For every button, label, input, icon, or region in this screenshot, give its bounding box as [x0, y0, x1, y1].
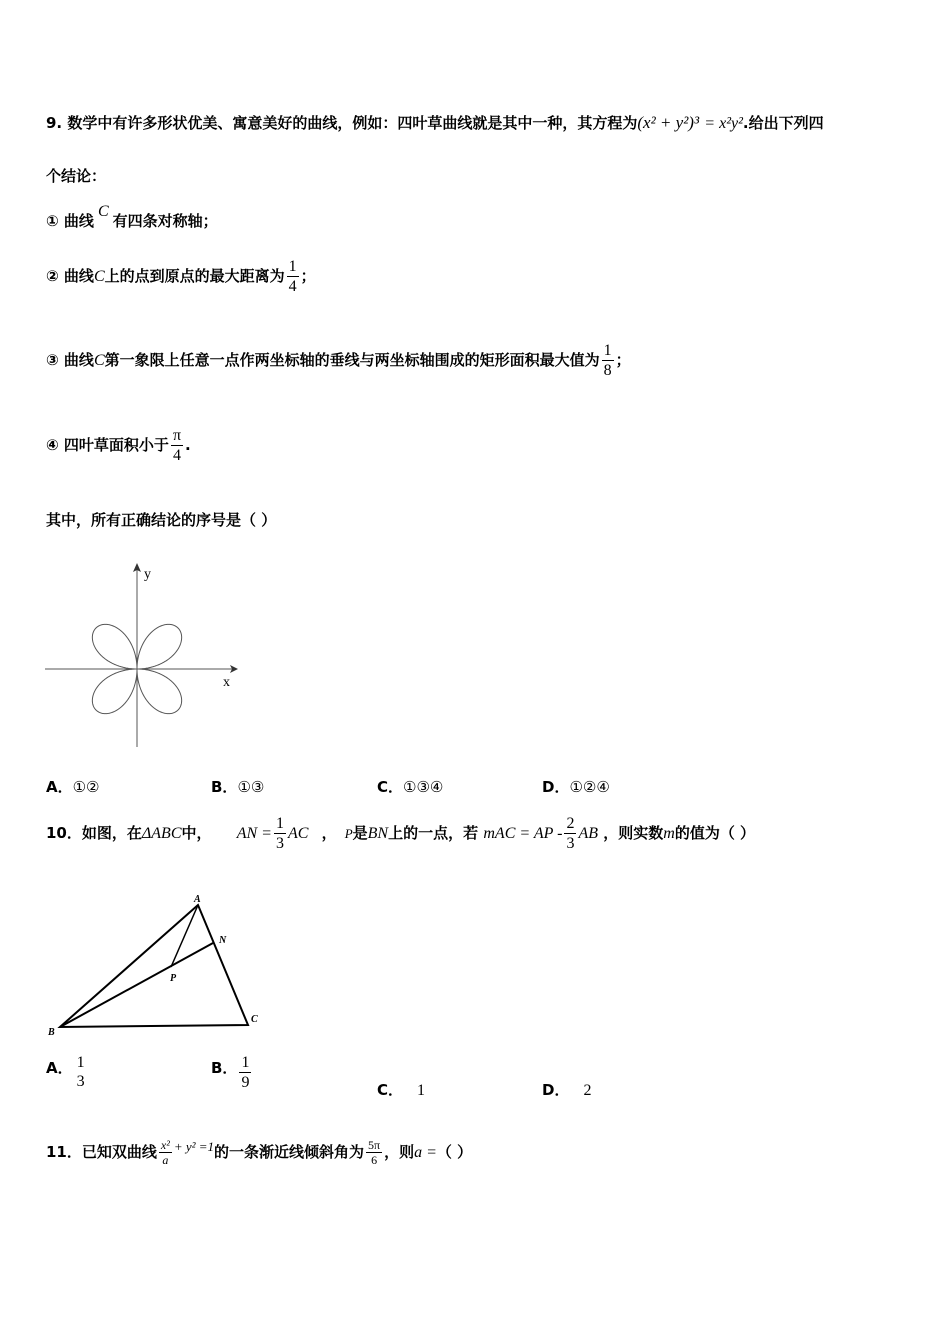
four-leaf-clover-figure	[40, 558, 250, 753]
c2-text: 上的点到原点的最大距离为	[104, 267, 285, 285]
q11-then: ，则	[384, 1143, 415, 1161]
q10-in: 中，	[181, 824, 212, 842]
q9-text-prefix: 9. 数学中有许多形状优美、寓意美好的曲线，例如：四叶草曲线就是其中一种，其方程为	[46, 114, 638, 132]
option-text: ①②④	[569, 778, 610, 796]
c4-prefix: ④ 四叶草面积小于	[46, 436, 169, 454]
segment-bn	[60, 943, 213, 1027]
c4-den: 4	[172, 447, 181, 464]
c3-fraction	[602, 341, 614, 380]
q9-option-b[interactable]	[211, 776, 264, 797]
q11-mid: 的一条渐近线倾斜角为	[214, 1143, 365, 1161]
q9-conclusion-4	[46, 426, 191, 465]
c3-var: C	[93, 352, 105, 369]
q11-prefix: 11．已知双曲线	[46, 1143, 157, 1161]
q9-equation-left: (x² + y²)³	[637, 113, 700, 132]
option-letter: A．	[46, 1058, 73, 1077]
x-axis-label: x	[223, 675, 230, 690]
y-axis-label: y	[144, 567, 151, 582]
q11-a-den: a	[162, 1153, 169, 1167]
c2-end: ；	[300, 267, 316, 285]
q10-end: 的值为（ ）	[674, 824, 756, 842]
c2-var: C	[93, 268, 105, 285]
q9-line2	[46, 165, 106, 186]
q10-option-a[interactable]	[46, 1053, 89, 1091]
q10-p: P	[344, 826, 353, 841]
option-letter: C．	[377, 1081, 404, 1099]
label-n: N	[219, 935, 227, 946]
q9-conclusion-3	[46, 341, 631, 380]
c1-prefix: ① 曲线	[46, 212, 94, 230]
c2-num: 1	[288, 258, 297, 275]
q10-on-point: 上的一点，若	[388, 824, 479, 842]
an-num: 1	[275, 815, 284, 832]
an-den: 3	[275, 835, 284, 852]
c1-suffix: 有四条对称轴；	[112, 212, 218, 230]
q10-comma: ，	[321, 824, 337, 842]
q10-bn: BN	[367, 825, 389, 842]
option-letter: D．	[542, 778, 570, 796]
label-c: C	[251, 1014, 258, 1025]
q11-angle-num: 5π	[368, 1138, 381, 1152]
eq-rhs: AB	[578, 825, 598, 842]
q10-option-b[interactable]	[211, 1053, 253, 1092]
q11-end: （ ）	[436, 1143, 473, 1161]
option-text: ①③	[237, 778, 265, 796]
an-lhs: AN =	[236, 825, 272, 842]
q9-line1	[46, 112, 824, 133]
c2-den: 4	[288, 278, 297, 295]
c2-prefix: ② 曲线	[46, 267, 94, 285]
option-num: 1	[241, 1054, 250, 1071]
c2-fraction	[287, 257, 299, 296]
q11-x2: x²	[160, 1138, 170, 1152]
q9-equation-right: = x²y²	[704, 115, 743, 132]
label-b: B	[48, 1027, 55, 1038]
q11-line	[46, 1138, 472, 1167]
c1-var: C	[97, 203, 109, 220]
c3-den: 8	[603, 362, 612, 379]
q9-question	[46, 509, 276, 530]
q9-line2-text: 个结论：	[46, 167, 107, 185]
q11-fraction-x2a	[159, 1138, 172, 1167]
q11-plus-y2: + y² =1	[173, 1139, 215, 1154]
q9-option-a[interactable]	[46, 776, 100, 797]
c4-end: .	[185, 436, 191, 454]
c3-end: ；	[615, 351, 631, 369]
c4-fraction	[171, 426, 183, 465]
eq-lhs: mAC = AP -	[483, 825, 563, 842]
q10-m: m	[663, 825, 675, 842]
c4-num: π	[172, 427, 182, 444]
q9-text-suffix: .给出下列四	[742, 114, 824, 132]
q9-option-d[interactable]	[542, 776, 610, 797]
option-letter: B．	[211, 1059, 238, 1077]
q9-conclusion-1	[46, 203, 218, 231]
q11-angle	[366, 1138, 382, 1167]
eq-num: 2	[566, 815, 575, 832]
option-num: 1	[76, 1054, 85, 1071]
option-text: ①③④	[403, 778, 444, 796]
option-letter: D．	[542, 1081, 570, 1099]
option-fraction	[75, 1053, 87, 1091]
option-letter: A．	[46, 778, 73, 796]
an-fraction	[274, 814, 286, 853]
q10-option-c[interactable]	[377, 1079, 425, 1100]
an-rhs: AC	[287, 825, 309, 842]
q11-angle-den: 6	[371, 1153, 378, 1167]
option-letter: B．	[211, 778, 238, 796]
q9-option-c[interactable]	[377, 776, 443, 797]
q9-question-text: 其中，所有正确结论的序号是（ ）	[46, 511, 277, 529]
c3-prefix: ③ 曲线	[46, 351, 94, 369]
q10-prefix: 10．如图，在	[46, 824, 142, 842]
q10-option-d[interactable]	[542, 1079, 591, 1100]
q10-triangle: ΔABC	[141, 825, 182, 842]
triangle-figure	[40, 890, 270, 1050]
eq-fraction	[564, 814, 576, 853]
q10-is: 是	[352, 824, 368, 842]
option-den: 9	[241, 1074, 250, 1091]
c3-text: 第一象限上任意一点作两坐标轴的垂线与两坐标轴围成的矩形面积最大值为	[104, 351, 600, 369]
option-text: ①②	[72, 778, 100, 796]
option-fraction	[239, 1053, 251, 1092]
q10-suffix: ，则实数	[603, 824, 664, 842]
option-den: 3	[76, 1073, 85, 1090]
q11-a-eq: a =	[414, 1144, 437, 1161]
c3-num: 1	[603, 342, 612, 359]
q10-line	[46, 814, 755, 853]
eq-den: 3	[566, 835, 575, 852]
option-text: 1	[417, 1082, 426, 1099]
option-letter: C．	[377, 778, 404, 796]
label-p: P	[170, 973, 177, 984]
triangle-abc	[60, 905, 248, 1027]
option-text: 2	[583, 1082, 592, 1099]
label-a: A	[194, 894, 201, 905]
q9-conclusion-2	[46, 257, 316, 296]
